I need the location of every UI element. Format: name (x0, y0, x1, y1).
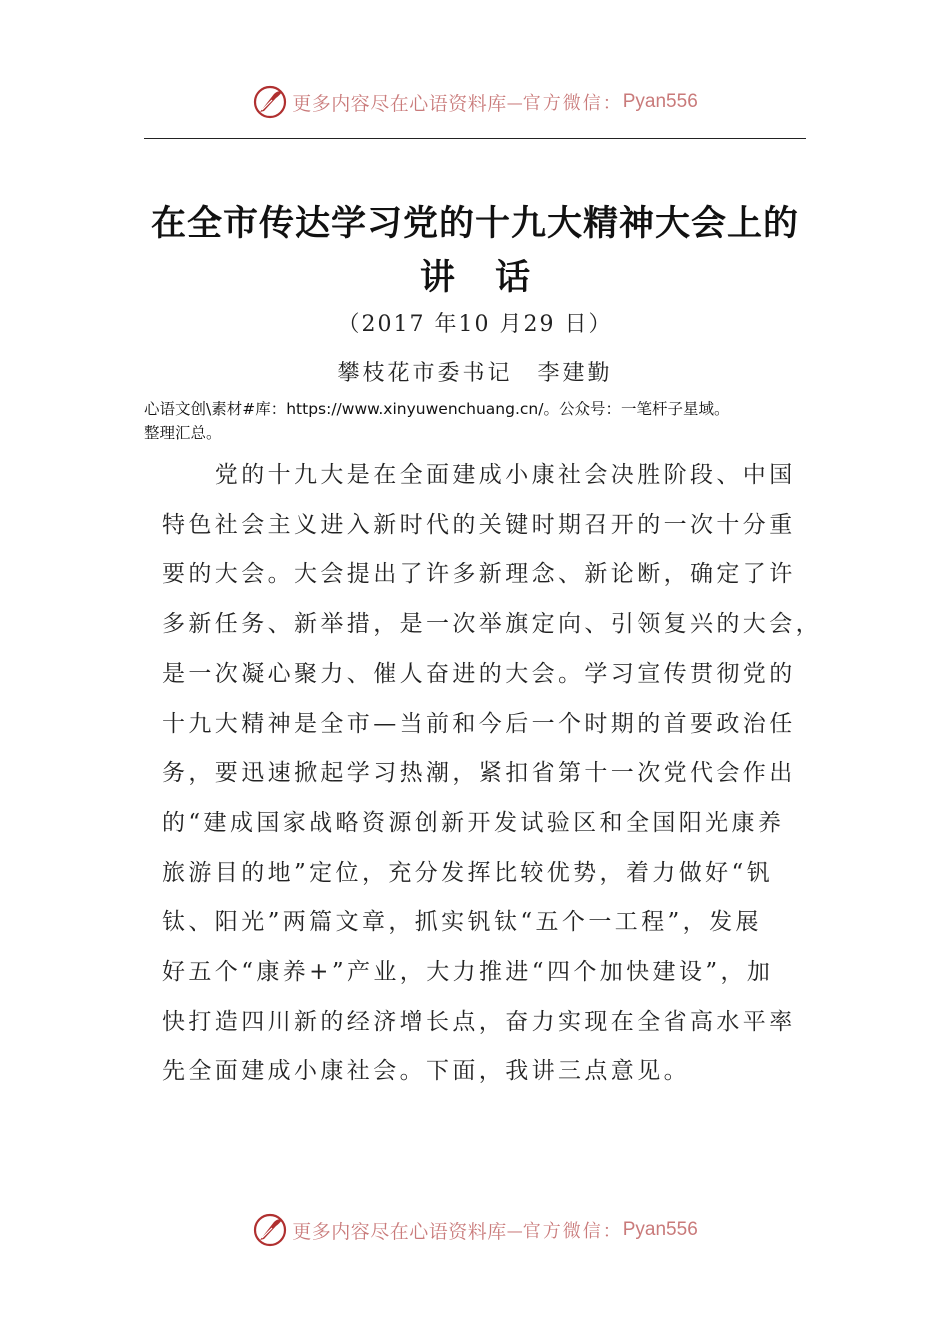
banner-wechat-id: Pyan556 (622, 91, 698, 112)
banner-dash: — (506, 92, 523, 112)
quill-logo-icon (252, 84, 288, 120)
body-line: 多新任务、新举措，是一次举旗定向、引领复兴的大会， (162, 611, 822, 638)
body-line: 党的十九大是在全面建成小康社会决胜阶段、中国 (162, 462, 796, 488)
body-line: 特色社会主义进入新时代的关键时期召开的一次十分重 (162, 511, 796, 538)
body-line: 务，要迅速掀起学习热潮，紧扣省第十一次党代会作出 (162, 760, 796, 787)
quill-logo-icon (252, 1212, 288, 1248)
source-note-line1: 心语文创\素材#库：https://www.xinyuwenchuang.cn/。公众号：一笔杆子星域。 (144, 400, 730, 418)
document-title-line2: 讲 话 (419, 257, 545, 298)
body-line: 的“建成国家战略资源创新开发试验区和全国阳光康养 (162, 809, 785, 836)
header-divider (144, 138, 806, 139)
speech-author: 攀枝花市委书记 李建勤 (337, 361, 613, 386)
body-line: 先全面建成小康社会。下面，我讲三点意见。 (162, 1058, 690, 1085)
banner-wechat-id: Pyan556 (622, 1219, 698, 1240)
body-line: 好五个“康养+”产业，大力推进“四个加快建设”，加 (162, 959, 774, 986)
banner-dash: — (506, 1220, 523, 1240)
banner-slogan: 更多内容尽在心语资料库 (292, 92, 507, 115)
banner-slogan: 更多内容尽在心语资料库 (292, 1220, 507, 1243)
speech-body (162, 451, 822, 1097)
footer-banner (0, 1208, 950, 1252)
source-note-line2: 整理汇总。 (144, 424, 222, 442)
header-banner (0, 80, 950, 124)
body-line: 是一次凝心聚力、催人奋进的大会。学习宣传贯彻党的 (162, 660, 796, 687)
banner-official-label: 官方微信： (522, 93, 623, 114)
body-line: 要的大会。大会提出了许多新理念、新论断，确定了许 (162, 561, 796, 588)
banner-official-label: 官方微信： (522, 1221, 623, 1242)
document-title-line1: 在全市传达学习党的十九大精神大会上的 (150, 203, 799, 244)
body-line: 十九大精神是全市—当前和今后一个时期的首要政治任 (162, 710, 796, 737)
source-note (144, 397, 824, 445)
body-line: 快打造四川新的经济增长点，奋力实现在全省高水平率 (162, 1008, 796, 1035)
body-line: 钛、阳光”两篇文章，抓实钒钛“五个一工程”，发展 (162, 909, 762, 936)
speech-date: （2017 年10 月29 日） (337, 312, 613, 337)
body-line: 旅游目的地”定位，充分发挥比较优势，着力做好“钒 (162, 859, 774, 886)
